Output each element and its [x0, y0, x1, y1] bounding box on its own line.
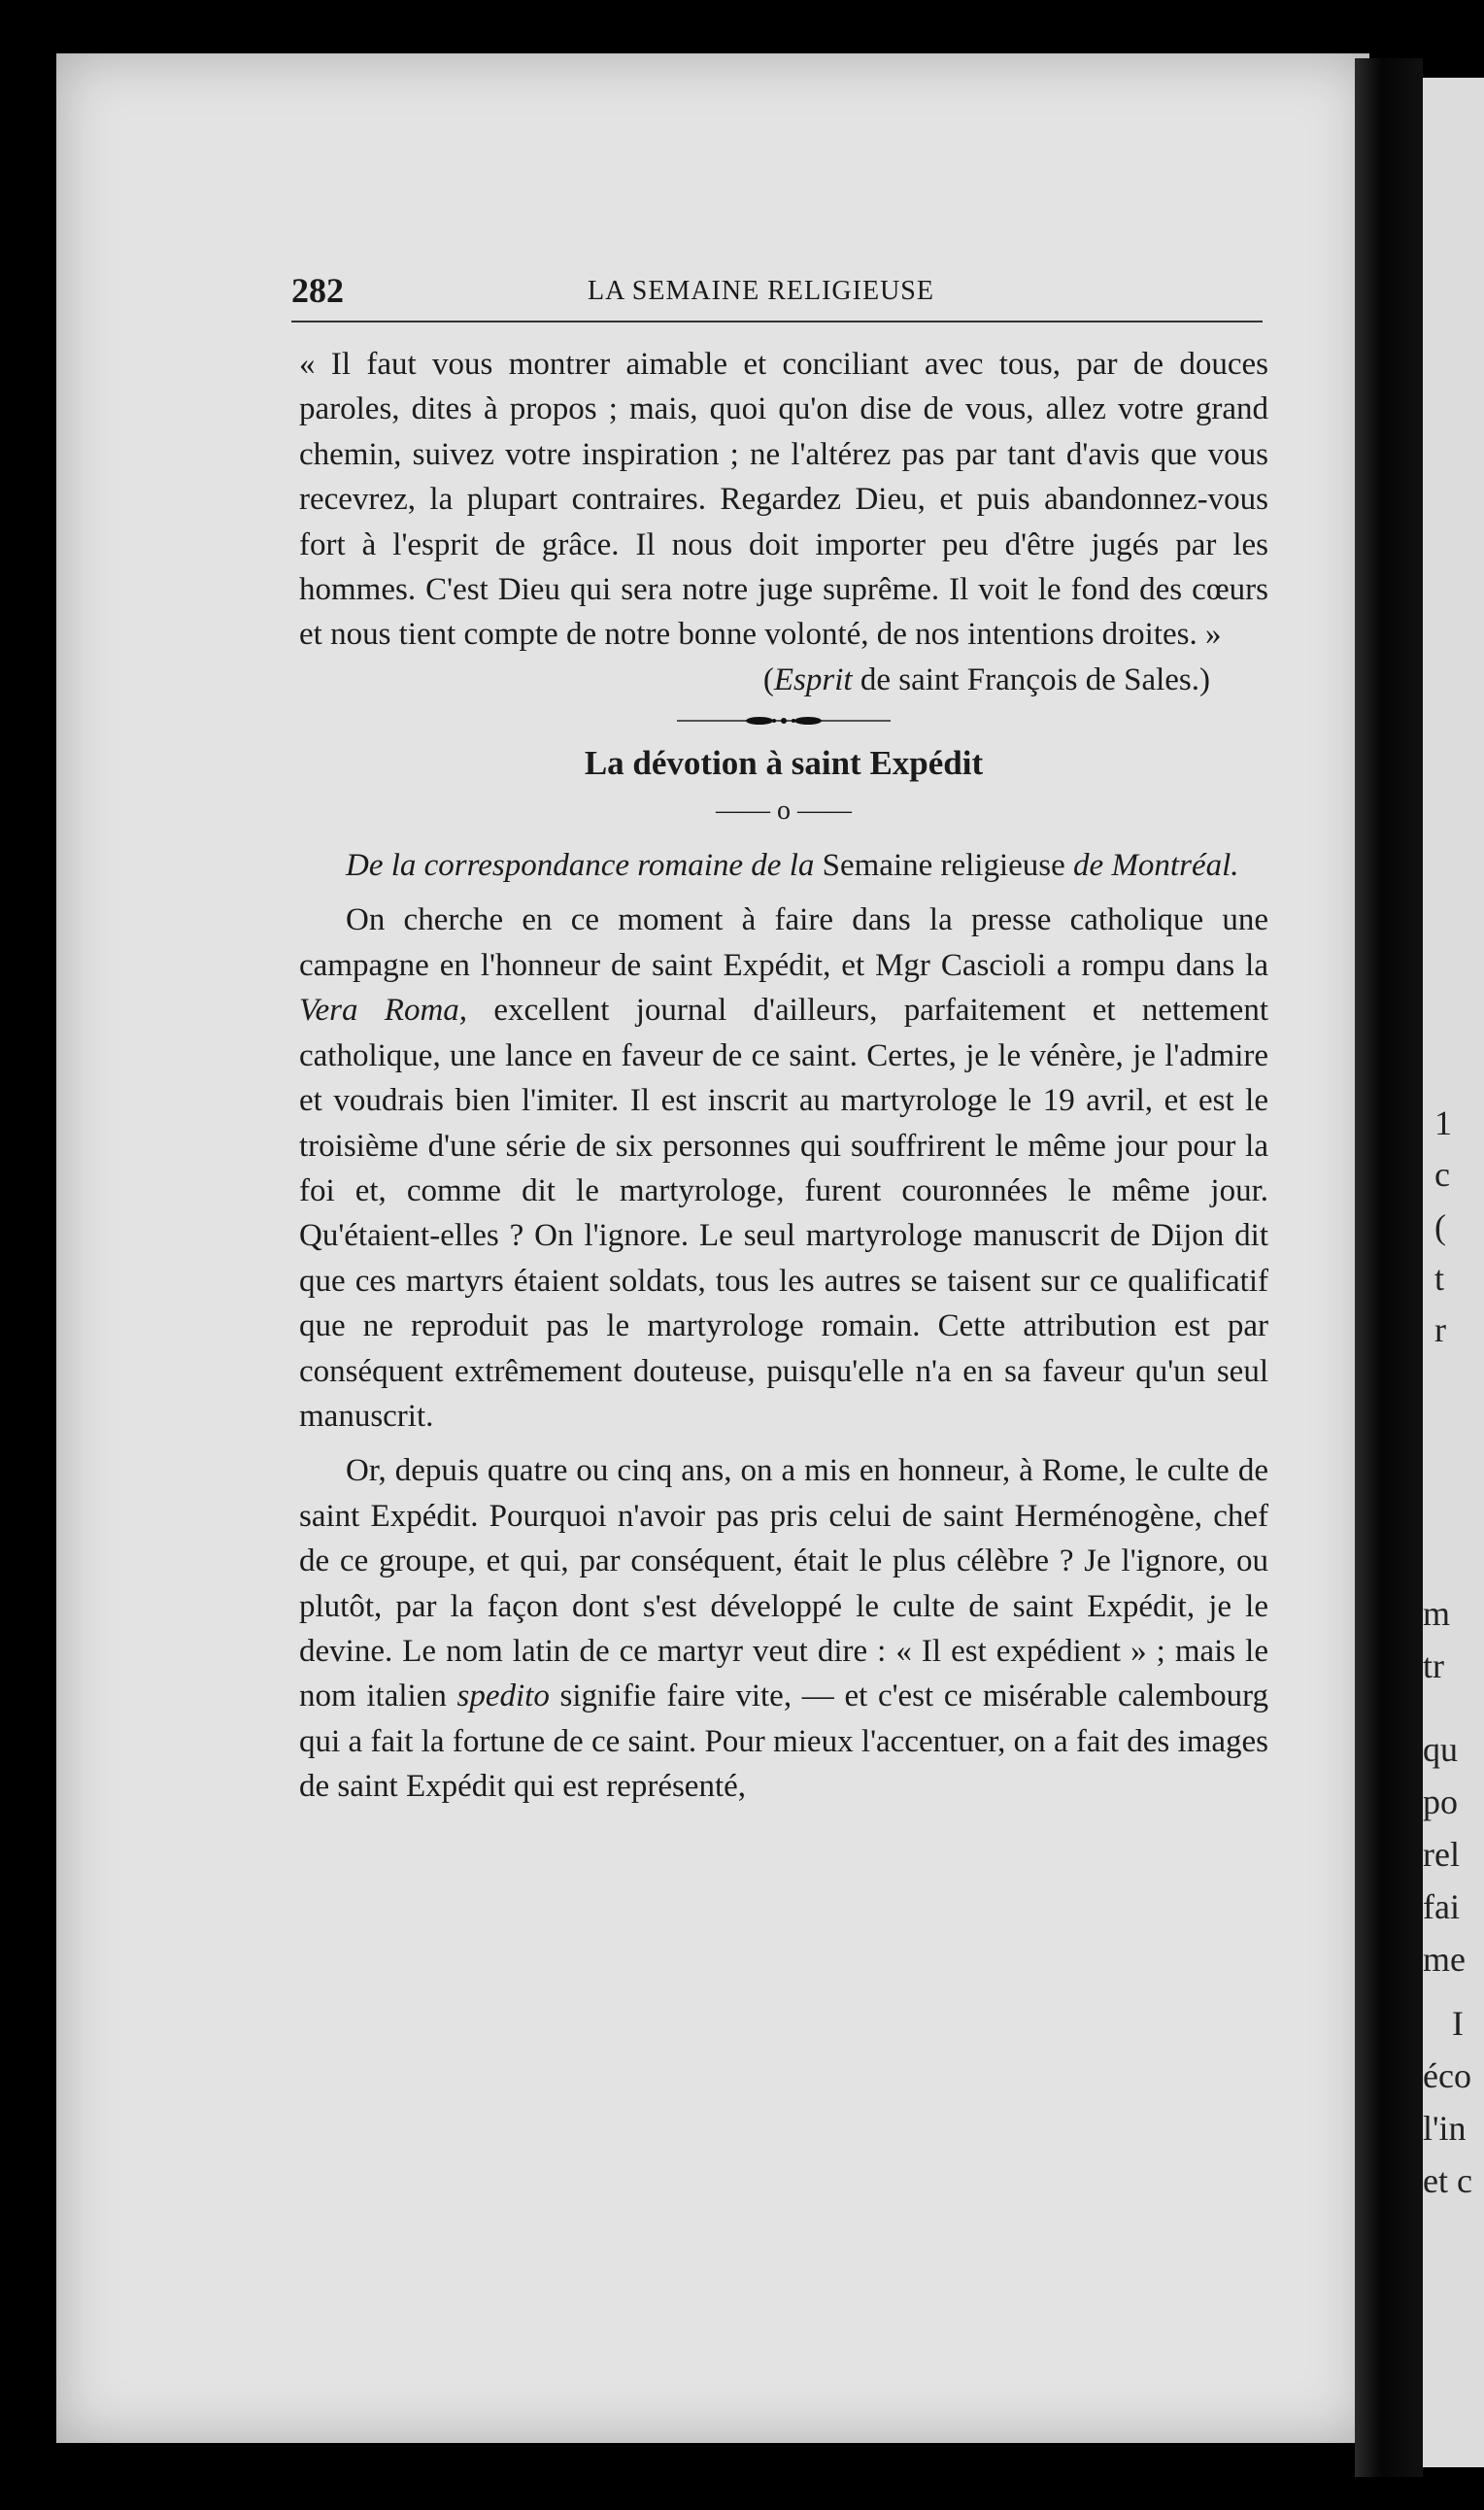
next-page-fragment: et c [1423, 2161, 1472, 2200]
next-page-fragment: r [1434, 1310, 1446, 1349]
section-title: La dévotion à saint Expédit [584, 744, 984, 783]
next-page-edge [1423, 78, 1484, 2467]
page-header [291, 270, 1282, 319]
next-page-fragment: me [1423, 1940, 1466, 1979]
paragraph-1-text: On cherche en ce moment à faire dans la presse catholique une campagne en l'honneur de saint Expédit, et Mgr Cascioli a rompu dans la [299, 902, 1268, 983]
paragraph-1 [299, 898, 1268, 1439]
attribution-italic: Esprit [773, 661, 853, 697]
paragraph-1-rest: excellent journal d'ailleurs, parfaitement et nettement catholique, une lance en faveur de ce saint. Certes, je le vénère, je l'admire et voudrais bien l'imiter. Il est inscrit au martyrologe le 19 avril, et est le troisième d'une série de six personnes qui souffrirent le même jour pour la foi et, comme dit le martyrologe, furent couronnées le même jour. Qu'étaient-elles ? On l'ignore. Le seul martyrologe manuscrit de Dijon dit que ces martyrs étaient soldats, tous les autres se taisent sur ce qualificatif que ne reproduit pas le martyrologe romain. Cette attribution est par conséquent extrêmement douteuse, puisqu'elle n'a en sa faveur qu'un seul manuscrit. [299, 993, 1268, 1434]
next-page-fragment: rel [1423, 1835, 1460, 1874]
paragraph-2-text: Or, depuis quatre ou cinq ans, on a mis en honneur, à Rome, le culte de saint Expédit. Pourquoi n'avoir pas pris celui de saint Herménogène, chef de ce groupe, et qui, par conséquent, était le plus célèbre ? Je l'ignore, ou plutôt, par la façon dont s'est développé le culte de saint Expédit, je le devine. Le nom latin de ce martyr veut dire : « Il est expédient » ; mais le nom italien [299, 1453, 1268, 1714]
paragraph-2-rest: signifie faire vite, — et c'est ce misérable calembourg qui a fait la fortune de ce saint. Pour mieux l'accentuer, on a fait des images de saint Expédit qui est représenté, [299, 1679, 1268, 1805]
source-plain: Semaine religieuse [814, 848, 1074, 884]
next-page-fragment: t [1434, 1259, 1445, 1298]
next-page-fragment: m [1423, 1594, 1451, 1633]
next-page-fragment: I [1452, 2004, 1464, 2043]
section-separator: —— o —— [716, 795, 852, 826]
paragraph-1-italic: Vera Roma, [299, 993, 468, 1029]
next-page-fragment: qu [1423, 1730, 1458, 1769]
next-page-fragment: c [1434, 1155, 1450, 1194]
paragraph-2-italic: spedito [456, 1679, 550, 1714]
ornament-divider [299, 708, 1268, 737]
next-page-fragment: po [1423, 1782, 1458, 1821]
source-line [299, 843, 1268, 888]
next-page-fragment: éco [1423, 2056, 1471, 2095]
page-number: 282 [291, 271, 344, 310]
paragraph-2 [299, 1448, 1268, 1809]
quote-paragraph: « Il faut vous montrer aimable et conciliant avec tous, par de douces paroles, dites à propos ; mais, quoi qu'on dise de vous, allez votre grand chemin, suivez votre inspiration ; ne l'altérez pas par tant d'avis que vous recevrez, la plupart contraires. Regardez Dieu, et puis abandonnez-vous fort à l'esprit de grâce. Il nous doit importer peu d'être jugés par les hommes. C'est Dieu qui sera notre juge suprême. Il voit le fond des cœurs et nous tient compte de notre bonne volonté, de nos intentions droites. » [299, 347, 1268, 653]
source-italic-2: de Montréal. [1073, 848, 1239, 884]
next-page-fragment: tr [1423, 1646, 1444, 1685]
attribution-open: ( [762, 661, 774, 697]
header-rule [291, 321, 1263, 322]
next-page-fragment: l'in [1423, 2109, 1467, 2148]
quote-attribution [299, 658, 1268, 702]
book-gutter [1355, 58, 1423, 2477]
source-italic-1: De la correspondance romaine de la [346, 848, 815, 884]
next-page-fragment: 1 [1434, 1103, 1452, 1142]
attribution-rest: de saint François de Sales.) [852, 661, 1210, 697]
running-title: LA SEMAINE RELIGIEUSE [588, 276, 934, 306]
page-body [299, 342, 1268, 1810]
next-page-fragment: ( [1434, 1207, 1446, 1246]
next-page-fragment: fai [1423, 1887, 1460, 1926]
